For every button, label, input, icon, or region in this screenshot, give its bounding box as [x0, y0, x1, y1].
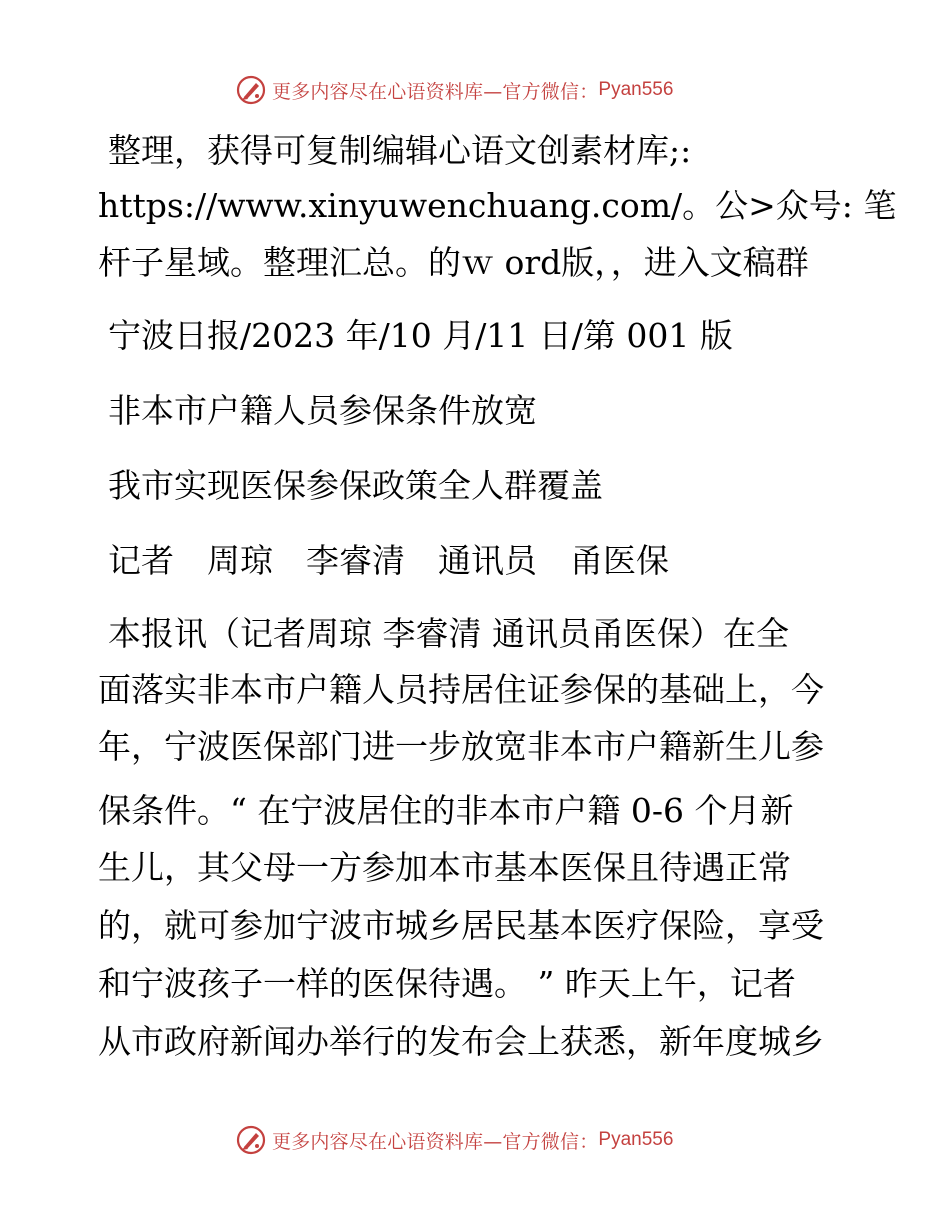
body-line: 保条件。“ 在宁波居住的非本市户籍 0-6 个月新	[98, 791, 794, 830]
intro-line-3: 杆子星域。整理汇总。的ｗ ord版，，进入文稿群	[98, 243, 809, 282]
body-line: 年，宁波医保部门进一步放宽非本市户籍新生儿参	[98, 727, 824, 766]
body-line: 的，就可参加宁波市城乡居民基本医疗保险，享受	[98, 906, 824, 945]
brush-pen-logo-icon	[236, 1125, 266, 1155]
article-title: 非本市户籍人员参保条件放宽	[108, 391, 537, 430]
brush-pen-logo-icon	[236, 75, 266, 105]
watermark-wechat-id: Pyan556	[598, 1129, 674, 1150]
watermark-text: 更多内容尽在心语资料库—官方微信：	[272, 80, 599, 103]
watermark-wechat-id: Pyan556	[598, 79, 674, 100]
intro-line-2: https://www.xinyuwenchuang.com/。公>众号: 笔	[98, 186, 897, 225]
watermark-text: 更多内容尽在心语资料库—官方微信：	[272, 1130, 599, 1153]
article-source: 宁波日报/2023 年/10 月/11 日/第 001 版	[108, 316, 733, 355]
header-watermark	[236, 72, 673, 108]
footer-watermark	[236, 1122, 673, 1158]
body-line: 和宁波孩子一样的医保待遇。 ” 昨天上午，记者	[98, 964, 796, 1003]
body-line: 从市政府新闻办举行的发布会上获悉，新年度城乡	[98, 1022, 824, 1061]
body-line: 生儿，其父母一方参加本市基本医保且待遇正常	[98, 848, 791, 887]
body-line: 面落实非本市户籍人员持居住证参保的基础上，今	[98, 670, 824, 709]
article-subtitle: 我市实现医保参保政策全人群覆盖	[108, 466, 603, 505]
intro-line-1: 整理，获得可复制编辑心语文创素材库;:	[108, 131, 692, 170]
article-byline: 记者 周琼 李睿清 通讯员 甬医保	[108, 541, 669, 580]
body-line: 本报讯（记者周琼 李睿清 通讯员甬医保）在全	[108, 614, 789, 653]
